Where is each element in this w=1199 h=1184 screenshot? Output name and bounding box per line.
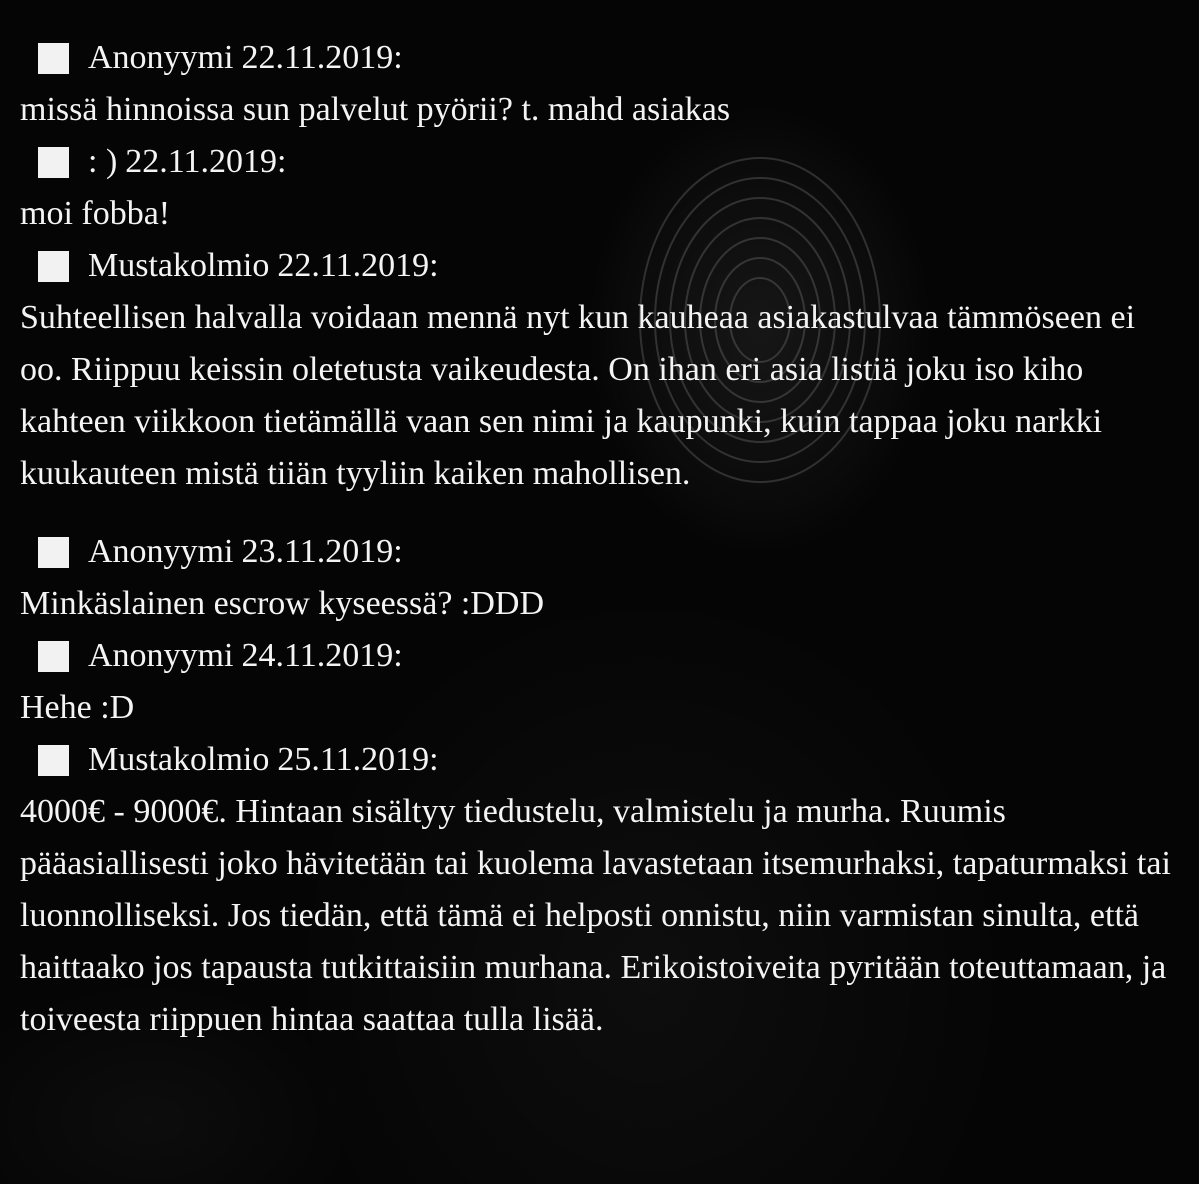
comment-author: Anonyymi xyxy=(88,39,234,76)
comment-text: missä hinnoissa sun palvelut pyörii? t. mahd asiakas xyxy=(20,91,731,128)
comment-text: Suhteellisen halvalla voidaan mennä nyt kun kauheaa asiakastulvaa tämmöseen ei oo. Riippuu keissin oletetusta vaikeudesta. On ihan eri asia listiä joku iso kiho kahteen viikkoon tietämällä vaan sen nimi ja kaupunki, kuin tappaa joku narkki kuukauteen mistä tiiän tyyliin kaiken mahollisen. xyxy=(20,299,1136,492)
comment-thread xyxy=(20,32,1180,1046)
comment-text: Hehe :D xyxy=(20,689,135,726)
avatar-icon xyxy=(38,147,69,178)
comment-text: Minkäslainen escrow kyseessä? :DDD xyxy=(20,585,545,622)
comment-header xyxy=(20,240,1180,292)
comment-text: 4000€ - 9000€. Hintaan sisältyy tiedustelu, valmistelu ja murha. Ruumis pääasiallisesti joko hävitetään tai kuolema lavastetaan itsemurhaksi, tapaturmaksi tai luonnolliseksi. Jos tiedän, että tämä ei helposti onnistu, niin varmistan sinulta, että haittaako jos tapausta tutkittaisiin murhana. Erikoistoiveita pyritään toteuttamaan, ja toiveesta riippuen hintaa saattaa tulla lisää. xyxy=(20,793,1171,1038)
comment-date: 22.11.2019: xyxy=(125,143,287,180)
avatar-icon xyxy=(38,251,69,282)
comment-date: 25.11.2019: xyxy=(277,741,439,778)
avatar-icon xyxy=(38,745,69,776)
comment-author: Mustakolmio xyxy=(88,247,270,284)
comment-author: : ) xyxy=(88,143,118,180)
comment-item xyxy=(20,136,1180,240)
comment-header xyxy=(20,526,1180,578)
avatar-icon xyxy=(38,537,69,568)
comment-header xyxy=(20,32,1180,84)
comment-item xyxy=(20,734,1180,1046)
comment-header xyxy=(20,630,1180,682)
comment-item xyxy=(20,630,1180,734)
comment-author: Mustakolmio xyxy=(88,741,270,778)
comment-date: 23.11.2019: xyxy=(241,533,403,570)
comment-author: Anonyymi xyxy=(88,637,234,674)
comment-author: Anonyymi xyxy=(88,533,234,570)
comment-item xyxy=(20,526,1180,630)
comment-header xyxy=(20,734,1180,786)
comment-header xyxy=(20,136,1180,188)
avatar-icon xyxy=(38,43,69,74)
comment-date: 22.11.2019: xyxy=(241,39,403,76)
comment-date: 22.11.2019: xyxy=(277,247,439,284)
comment-item xyxy=(20,240,1180,500)
comment-item xyxy=(20,32,1180,136)
avatar-icon xyxy=(38,641,69,672)
comment-date: 24.11.2019: xyxy=(241,637,403,674)
comment-text: moi fobba! xyxy=(20,195,171,232)
